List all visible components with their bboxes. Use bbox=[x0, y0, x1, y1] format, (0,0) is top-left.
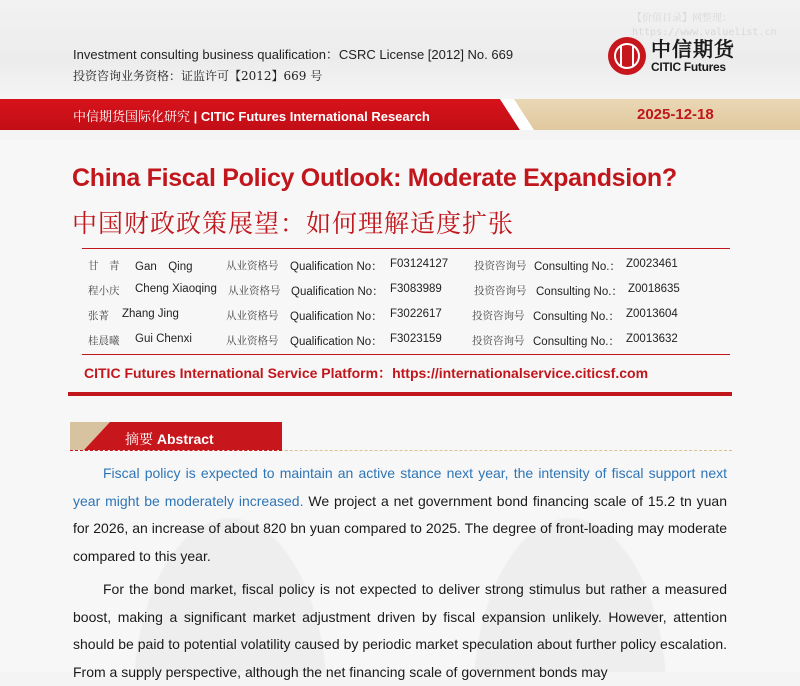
consulting-number: Z0018635 bbox=[628, 283, 680, 295]
abstract-heading bbox=[125, 429, 214, 449]
paragraph-text: For the bond market, fiscal policy is not expected to deliver strong stimulus but rather a measured boost, making a significant market adjustment driven by fiscal expansion unlikely. However, attention should be paid to potential volatility caused by periodic market speculation about further policy escalation. From a supply perspective, although the net financing scale of government bonds may bbox=[73, 581, 727, 680]
author-name-cn: 桂晨曦 bbox=[88, 335, 120, 347]
logo-text-cn: 中信期货 bbox=[651, 37, 735, 61]
watermark-line-1: 【价值目录】网整理： bbox=[632, 13, 732, 24]
banner-label-cn: 中信期货国际化研究 bbox=[73, 110, 191, 125]
abstract-paragraph-2 bbox=[73, 576, 727, 686]
abstract-dotted-rule-red bbox=[70, 450, 282, 451]
watermark-line-2: https://www.valuelist.cn bbox=[632, 27, 777, 38]
consulting-label-en: Consulting No.： bbox=[533, 311, 620, 323]
consulting-label-en: Consulting No.： bbox=[533, 336, 620, 348]
banner-label-en: | CITIC Futures International Research bbox=[190, 109, 430, 124]
qualification-label-en: Qualification No： bbox=[291, 286, 384, 298]
author-name-en: Gui Chenxi bbox=[135, 333, 192, 345]
citic-logo-icon bbox=[608, 37, 646, 75]
consulting-label-en: Consulting No.： bbox=[534, 261, 621, 273]
consulting-label-cn: 投资咨询号 bbox=[472, 310, 525, 322]
qualification-label-cn: 从业资格号 bbox=[226, 310, 279, 322]
qualification-number: F3083989 bbox=[390, 283, 442, 295]
author-name-cn: 张菁 bbox=[88, 310, 109, 322]
divider-middle bbox=[82, 354, 730, 355]
service-platform-link[interactable]: https://internationalservice.citicsf.com bbox=[392, 365, 649, 381]
report-title-cn: 中国财政政策展望：如何理解适度扩张 bbox=[72, 209, 515, 238]
key-point-highlight: Fiscal policy is expected to maintain an active stance next year, the intensity of fiscal support next year might be moderately increased. bbox=[73, 465, 727, 509]
qualification-label-en: Qualification No： bbox=[290, 336, 383, 348]
paragraph-text: We project a net government bond financing scale of 15.2 tn yuan for 2026, an increase of about 820 bn yuan compared to 2025. The degree of front-loading may moderate compared to this year. bbox=[73, 492, 728, 564]
author-name-en: Gan Qing bbox=[135, 261, 193, 273]
consulting-label-cn: 投资咨询号 bbox=[474, 285, 527, 297]
consulting-label-cn: 投资咨询号 bbox=[472, 335, 525, 347]
logo-text-en: CITIC Futures bbox=[651, 60, 726, 74]
service-platform bbox=[84, 363, 648, 383]
author-name-cn: 甘 青 bbox=[88, 260, 120, 272]
logo-text bbox=[651, 38, 735, 74]
consulting-number: Z0013632 bbox=[626, 333, 678, 345]
author-name-en: Zhang Jing bbox=[122, 308, 179, 320]
citic-futures-logo bbox=[608, 37, 735, 75]
qualification-label-en: Qualification No： bbox=[290, 261, 383, 273]
divider-top bbox=[82, 248, 730, 249]
abstract-paragraph-1 bbox=[73, 460, 727, 570]
qualification-label-cn: 从业资格号 bbox=[226, 260, 279, 272]
qualification-number: F3022617 bbox=[390, 308, 442, 320]
abstract-heading-cn: 摘要 bbox=[125, 432, 153, 448]
consulting-number: Z0013604 bbox=[626, 308, 678, 320]
qualification-number: F03124127 bbox=[390, 258, 449, 270]
abstract-heading-en: Abstract bbox=[156, 431, 214, 447]
consulting-label-en: Consulting No.： bbox=[536, 286, 623, 298]
qualification-label-cn: 从业资格号 bbox=[226, 335, 279, 347]
banner-label bbox=[73, 106, 430, 125]
qualification-cn: 投资咨询业务资格：证监许可【2012】669 号 bbox=[73, 69, 323, 83]
author-name-cn: 程小庆 bbox=[88, 285, 120, 297]
report-date: 2025-12-18 bbox=[637, 106, 714, 123]
consulting-number: Z0023461 bbox=[626, 258, 678, 270]
qualification-number: F3023159 bbox=[390, 333, 442, 345]
author-name-en: Cheng Xiaoqing bbox=[135, 283, 217, 295]
consulting-label-cn: 投资咨询号 bbox=[474, 260, 527, 272]
qualification-en: Investment consulting business qualification：CSRC License [2012] No. 669 bbox=[73, 47, 514, 62]
qualification-label-cn: 从业资格号 bbox=[228, 285, 281, 297]
qualification-label-en: Qualification No： bbox=[290, 311, 383, 323]
watermark bbox=[632, 12, 777, 40]
service-platform-label: CITIC Futures International Service Platform： bbox=[84, 365, 393, 381]
divider-thick bbox=[68, 392, 732, 396]
report-title-en: China Fiscal Policy Outlook: Moderate Expandsion? bbox=[72, 164, 677, 192]
